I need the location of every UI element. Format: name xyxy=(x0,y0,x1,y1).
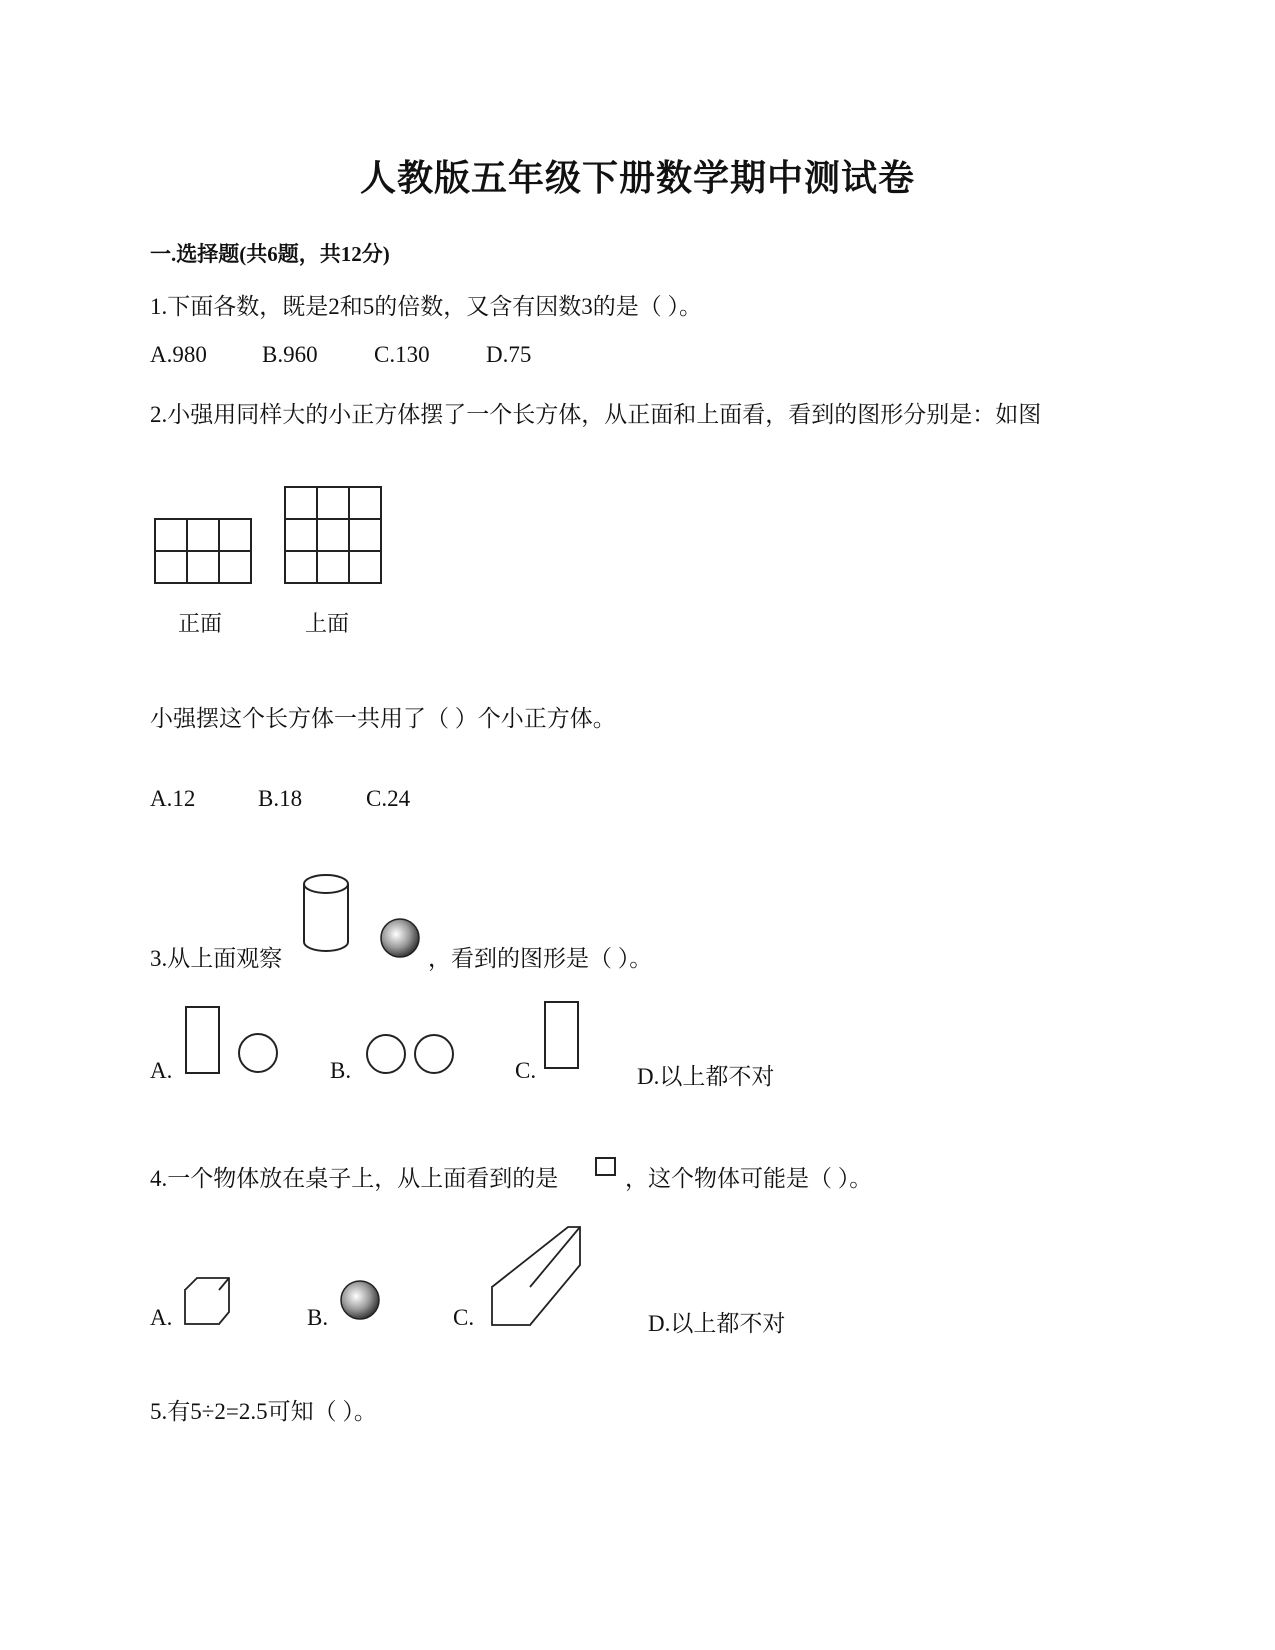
cylinder-icon xyxy=(300,870,360,960)
q1-stem: 1.下面各数，既是2和5的倍数，又含有因数3的是（ ）。 xyxy=(150,294,702,319)
q2-views-figure xyxy=(150,485,390,615)
q4-option-b-label: B. xyxy=(307,1305,329,1330)
sphere-icon xyxy=(380,918,424,962)
q3-stem-before: 3.从上面观察 xyxy=(150,946,283,971)
q3-option-b-label: B. xyxy=(330,1058,352,1083)
q3-option-c-label: C. xyxy=(515,1058,537,1083)
front-view-grid xyxy=(155,519,251,583)
q3-option-a-label: A. xyxy=(150,1058,173,1083)
page-title: 人教版五年级下册数学期中测试卷 xyxy=(359,158,915,198)
q1-option-a: A.980 xyxy=(150,342,207,367)
q5-stem: 5.有5÷2=2.5可知（ ）。 xyxy=(150,1399,377,1424)
q4-option-a-label: A. xyxy=(150,1305,173,1330)
front-view-label: 正面 xyxy=(178,612,223,637)
q1-option-c: C.130 xyxy=(374,342,430,367)
section-heading: 一.选择题(共6题，共12分) xyxy=(150,242,390,266)
top-view-label: 上面 xyxy=(305,612,350,637)
q3-option-c-shapes xyxy=(543,1000,583,1076)
q3-option-a-shapes xyxy=(184,1005,284,1081)
q2-option-b: B.18 xyxy=(258,786,303,811)
q3-stem-after: ，看到的图形是（ ）。 xyxy=(428,946,653,971)
q1-option-d: D.75 xyxy=(486,342,532,367)
cube-icon xyxy=(183,1276,239,1332)
q3-option-b-shapes xyxy=(364,1035,464,1081)
q4-option-d: D.以上都不对 xyxy=(648,1311,786,1336)
q2-stem: 2.小强用同样大的小正方体摆了一个长方体，从正面和上面看，看到的图形分别是：如图 xyxy=(150,402,1042,427)
q2-option-c: C.24 xyxy=(366,786,411,811)
q4-stem-before: 4.一个物体放在桌子上，从上面看到的是 xyxy=(150,1166,559,1191)
top-view-grid xyxy=(285,487,381,583)
square-icon xyxy=(593,1155,623,1181)
q4-option-c-label: C. xyxy=(453,1305,475,1330)
ball-icon xyxy=(340,1280,384,1324)
q3-option-d: D.以上都不对 xyxy=(637,1064,775,1089)
q4-stem-after: ，这个物体可能是（ ）。 xyxy=(625,1166,873,1191)
q2-question: 小强摆这个长方体一共用了（ ）个小正方体。 xyxy=(150,706,616,731)
q2-option-a: A.12 xyxy=(150,786,196,811)
cuboid-icon xyxy=(490,1225,590,1335)
q1-option-b: B.960 xyxy=(262,342,318,367)
